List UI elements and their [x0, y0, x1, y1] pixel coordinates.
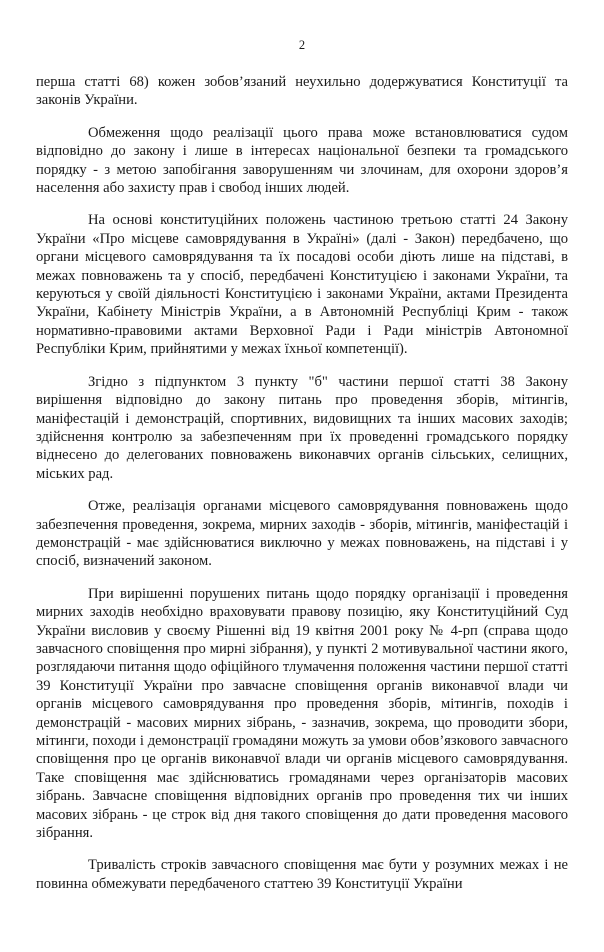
paragraph-delegated-powers: Згідно з підпунктом 3 пункту "б" частини першої статті 38 Закону вирішення відповідно до закону питань про проведення зборів, мітингів, маніфестацій і демонстрацій, спортивних, видовищних та інших масових заходів; здійснення контролю за забезпеченням при їх проведенні громадського порядку віднесено до делегованих повноважень виконавчих органів сільських, селищних, міських рад. — [36, 373, 568, 482]
paragraph-continuation: перша статті 68) кожен зобов’язаний неухильно додержуватися Конституції та законів України. — [36, 74, 568, 109]
paragraph-local-government-law: На основі конституційних положень частиною третьою статті 24 Закону України «Про місцеве самоврядування в Україні» (далі - Закон) передбачено, що органи місцевого самоврядування та їх посадові особи діють лише на підставі, в межах повноважень та у спосіб, передбачені Конституцією і законами України, та керуються у своїй діяльності Конституцією і законами України, актами Президента України, Кабінету Міністрів України, а в Автономній Республіці Крим - також нормативно-правовими актами Верховної Ради і Ради міністрів Автономної Республіки Крим, прийнятими у межах їхньої компетенції). — [36, 212, 568, 358]
page-number: 2 — [298, 38, 306, 52]
paragraph-constitutional-court: При вирішенні порушених питань щодо порядку організації і проведення мирних заходів необхідно враховувати правову позицію, яку Конституційний Суд України висловив у своєму Рішенні від 19 квітня 2001 року № 4-рп (справа щодо завчасного сповіщення про мирні зібрання), у пункті 2 мотивувальної частини якого, розглядаючи питання щодо офіційного тлумачення положення частини першої статті 39 Конституції України про завчасне сповіщення органів виконавчої влади чи органів місцевого самоврядування про проведення зборів, мітингів, походів і демонстрацій - масових мирних зібрань, - зазначив, зокрема, що проводити збори, мітинги, походи і демонстрації громадяни можуть за умови обов’язкового завчасного сповіщення про це органів виконавчої влади чи органів місцевого самоврядування. Таке сповіщення має здійснюватись громадянами через організаторів масових зібрань. Завчасне сповіщення відповідних органів про проведення тих чи інших масових зібрань - це строк від дня такого сповіщення до дати проведення масового зібрання. — [36, 585, 568, 842]
paragraph-notification-terms: Тривалість строків завчасного сповіщення має бути у розумних межах і не повинна обмежувати передбаченого статтею 39 Конституції України — [36, 857, 568, 892]
paragraph-restrictions: Обмеження щодо реалізації цього права може встановлюватися судом відповідно до закону і лише в інтересах національної безпеки та громадського порядку - з метою запобігання заворушенням чи злочинам, для охорони здоров’я населення або захисту прав і свобод інших людей. — [36, 124, 568, 197]
paragraph-conclusion: Отже, реалізація органами місцевого самоврядування повноважень щодо забезпечення проведення, зокрема, мирних заходів - зборів, мітингів, маніфестацій і демонстрацій - має здійснюватися виключно у межах повноважень, на підставі і у спосіб, визначений законом. — [36, 498, 568, 570]
